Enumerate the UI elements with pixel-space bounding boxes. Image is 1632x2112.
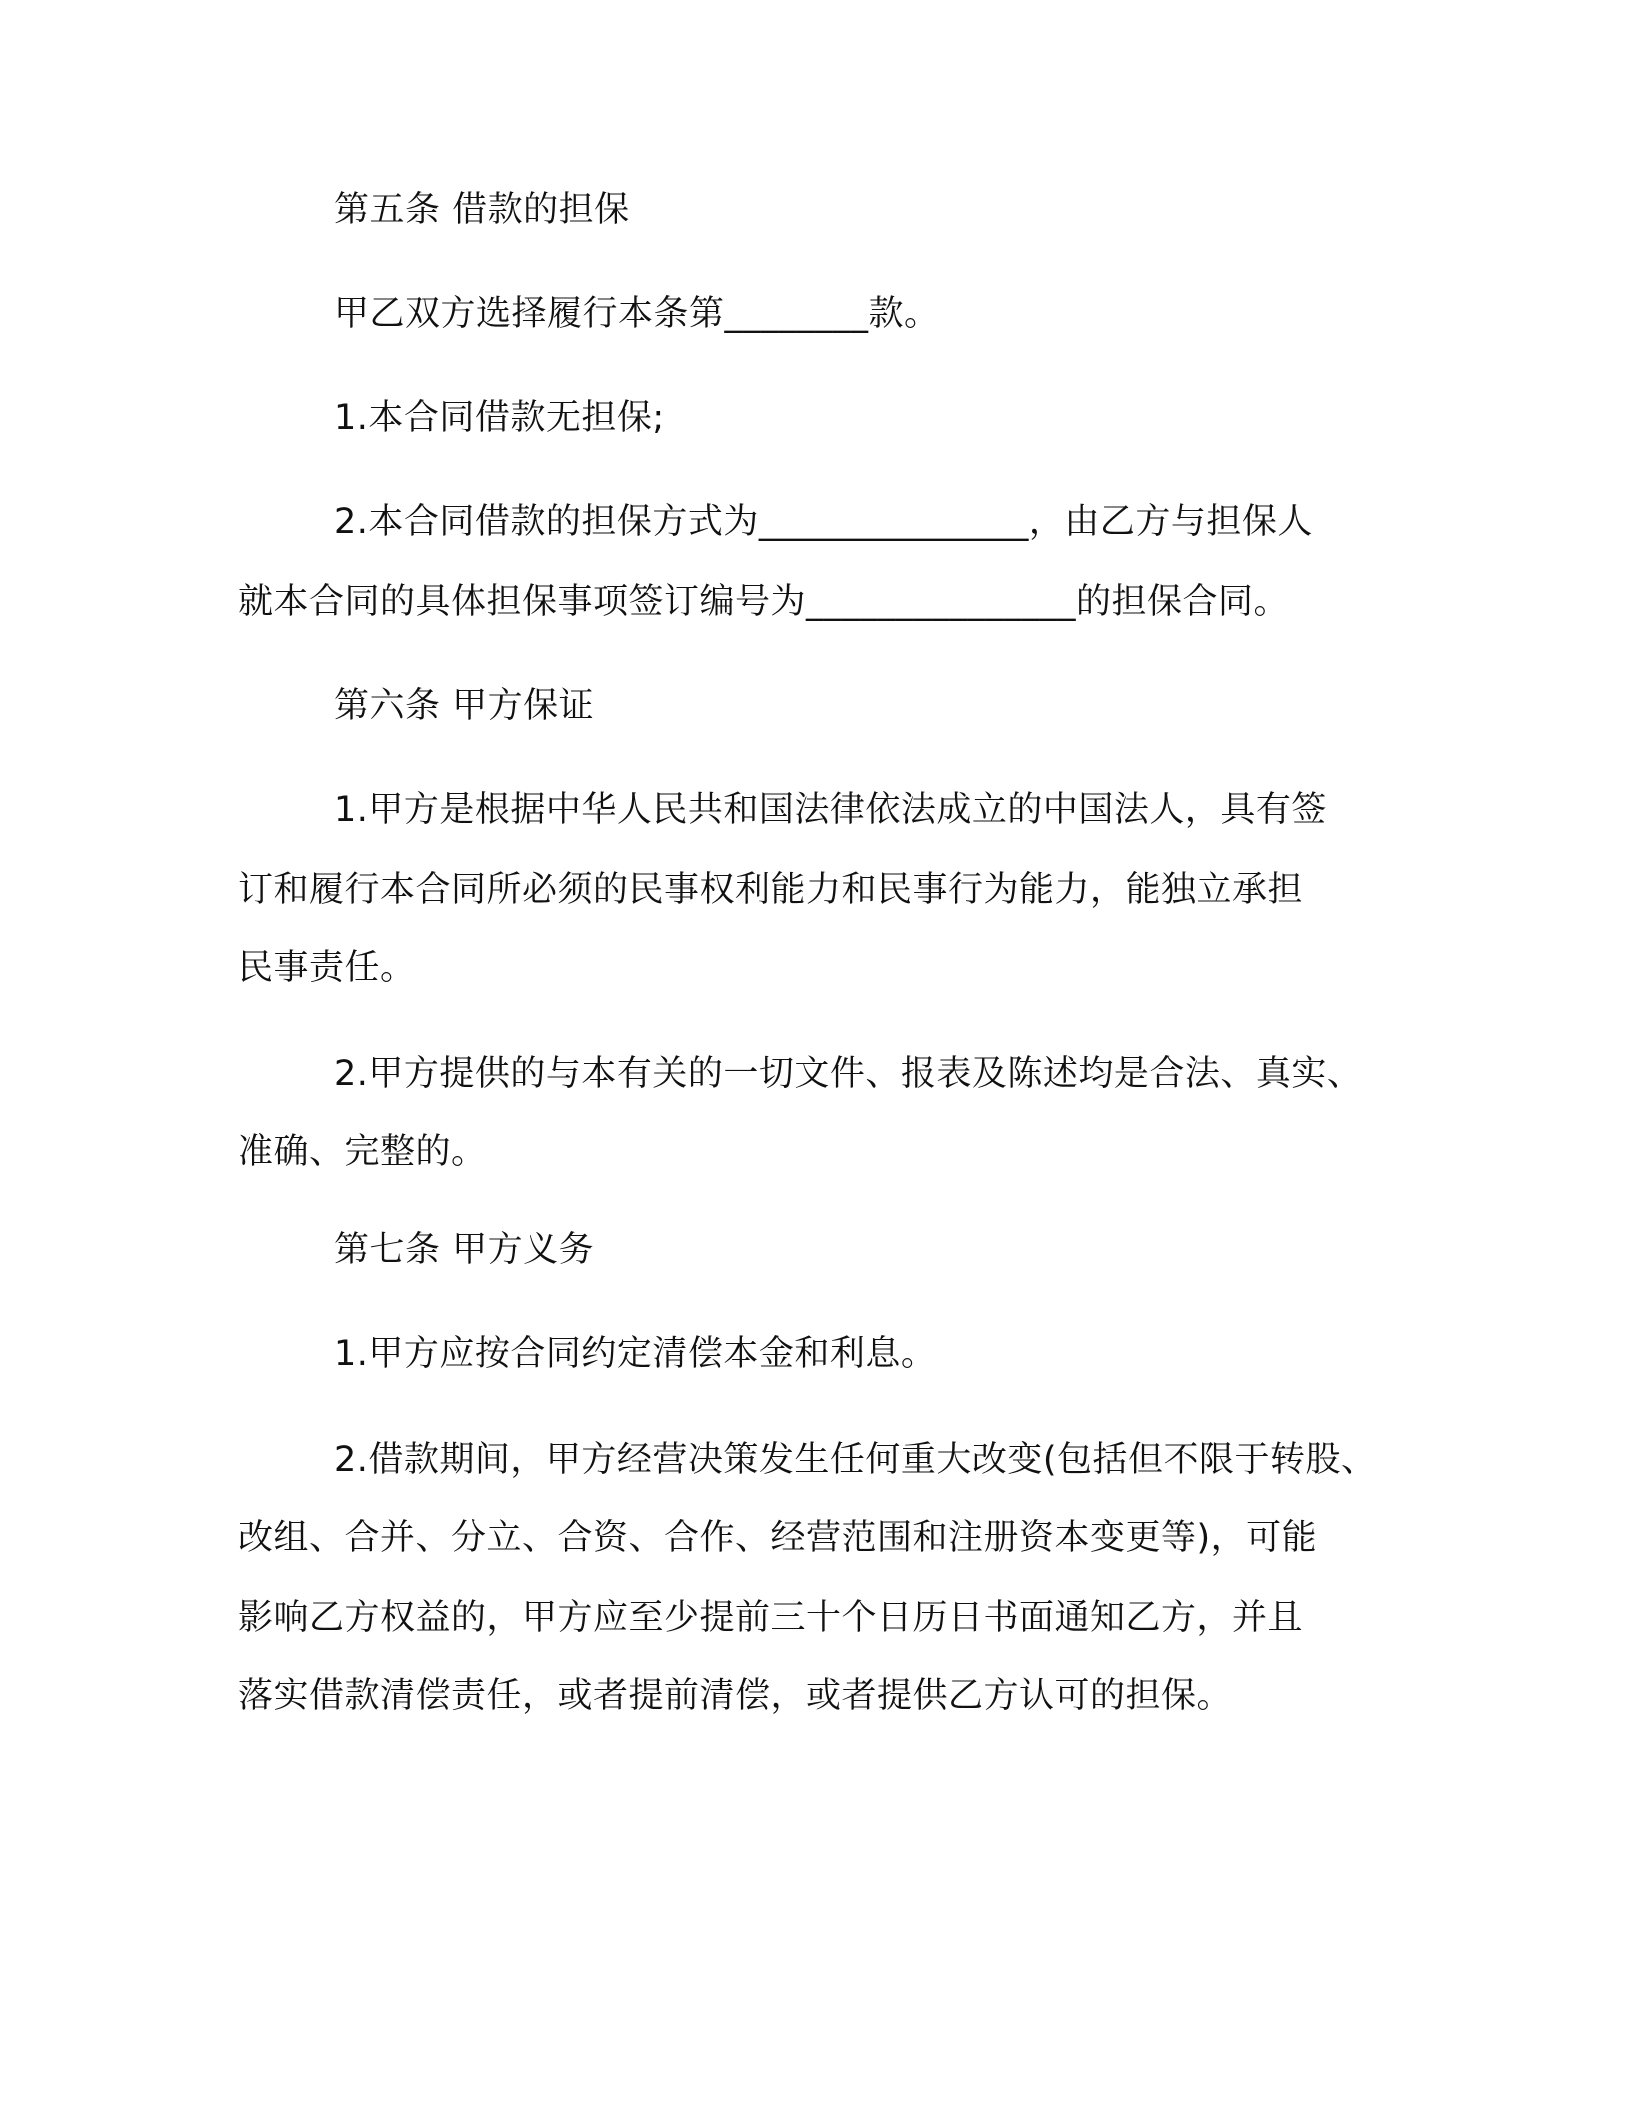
- article-7-item-1: 1.甲方应按合同约定清偿本金和利息。: [334, 1334, 937, 1374]
- article-6-item-2-line-2: 准确、完整的。: [238, 1132, 487, 1172]
- article-7-item-2-line-2: 改组、合并、分立、合资、合作、经营范围和注册资本变更等)，可能: [238, 1518, 1318, 1558]
- article-7-heading: 第七条 甲方义务: [334, 1230, 595, 1270]
- article-7-item-2-line-1: 2.借款期间，甲方经营决策发生任何重大改变(包括但不限于转股、: [334, 1440, 1377, 1480]
- article-7-item-2-line-4: 落实借款清偿责任，或者提前清偿，或者提供乙方认可的担保。: [238, 1676, 1233, 1716]
- article-5-item-1: 1.本合同借款无担保;: [334, 398, 665, 438]
- article-6-item-1-line-2: 订和履行本合同所必须的民事权利能力和民事行为能力，能独立承担: [238, 870, 1304, 910]
- article-7-item-2-line-3: 影响乙方权益的，甲方应至少提前三十个日历日书面通知乙方，并且: [238, 1598, 1304, 1638]
- article-6-heading: 第六条 甲方保证: [334, 686, 595, 726]
- article-5-item-2-line-1: 2.本合同借款的担保方式为_______________，由乙方与担保人: [334, 502, 1313, 542]
- article-5-choice-paragraph: 甲乙双方选择履行本条第________款。: [334, 294, 940, 334]
- article-6-item-1-line-3: 民事责任。: [238, 948, 416, 988]
- article-6-item-1-line-1: 1.甲方是根据中华人民共和国法律依法成立的中国法人，具有签: [334, 790, 1327, 830]
- article-5-heading: 第五条 借款的担保: [334, 190, 630, 230]
- article-6-item-2-line-1: 2.甲方提供的与本有关的一切文件、报表及陈述均是合法、真实、: [334, 1054, 1363, 1094]
- article-5-item-2-line-2: 就本合同的具体担保事项签订编号为_______________的担保合同。: [238, 582, 1290, 622]
